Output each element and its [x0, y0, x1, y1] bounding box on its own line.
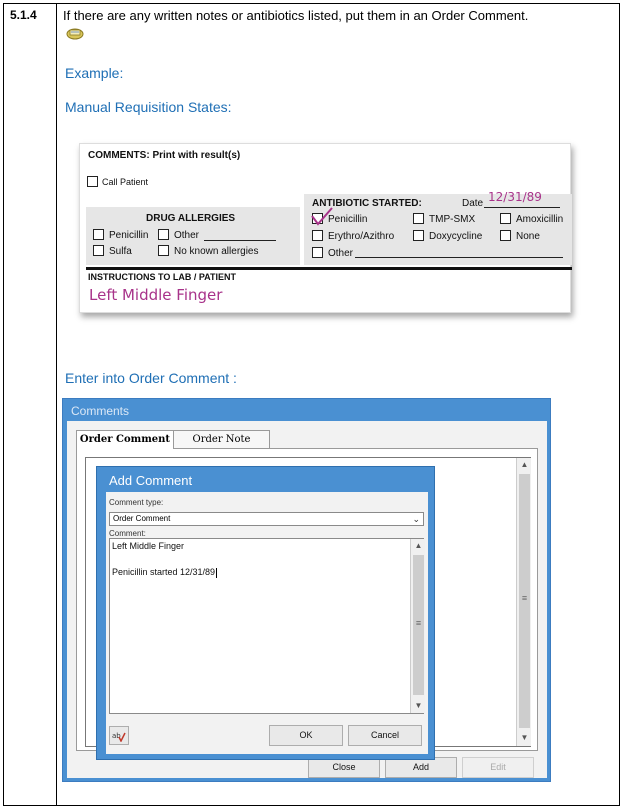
comment-scrollbar[interactable] [410, 539, 425, 713]
comment-line-1: Left Middle Finger [112, 541, 185, 551]
comment-scroll-down-icon[interactable]: ▼ [414, 701, 423, 710]
scroll-grip-icon: ≡ [521, 593, 528, 603]
list-scrollbar[interactable] [516, 458, 531, 746]
step-instruction: If there are any written notes or antibiotics listed, put them in an Order Comment. [63, 8, 529, 23]
add-button[interactable]: Add [385, 757, 457, 778]
comment-type-value: Order Comment [113, 514, 171, 523]
scroll-up-arrow-icon[interactable]: ▲ [520, 460, 529, 469]
section-divider [86, 267, 572, 270]
erythro-checkbox [312, 230, 323, 241]
call-patient-label: Call Patient [102, 177, 149, 187]
abx-penicillin-label: Penicillin [328, 214, 368, 225]
requisition-form-image [79, 143, 571, 313]
doxycycline-checkbox [413, 230, 424, 241]
comments-header: COMMENTS: Print with result(s) [88, 150, 241, 161]
comment-grip-icon: ≡ [415, 618, 422, 628]
amoxicillin-checkbox [500, 213, 511, 224]
chevron-down-icon: ⌄ [412, 514, 420, 524]
sulfa-label: Sulfa [109, 246, 132, 257]
add-comment-dialog [96, 466, 435, 760]
spellcheck-icon [112, 730, 126, 742]
instructions-header: INSTRUCTIONS TO LAB / PATIENT [88, 272, 236, 282]
manual-requisition-label: Manual Requisition States: [65, 99, 232, 115]
tab-order-note[interactable]: Order Note [173, 430, 270, 448]
ok-button[interactable]: OK [269, 725, 343, 746]
tmp-smx-label: TMP-SMX [429, 214, 476, 225]
penicillin-allergy-label: Penicillin [109, 230, 149, 241]
no-known-allergies-label: No known allergies [174, 246, 259, 257]
edit-button[interactable]: Edit [462, 757, 534, 778]
date-handwritten: 12/31/89 [488, 190, 542, 204]
comment-type-select[interactable] [109, 512, 424, 526]
sulfa-checkbox [93, 245, 104, 256]
penicillin-allergy-checkbox [93, 229, 104, 240]
comment-scroll-up-icon[interactable]: ▲ [414, 541, 423, 550]
no-known-allergies-checkbox [158, 245, 169, 256]
drug-allergies-header: DRUG ALLERGIES [146, 213, 236, 224]
erythro-label: Erythro/Azithro [328, 231, 395, 242]
comment-textarea[interactable] [109, 538, 424, 714]
doxycycline-label: Doxycycline [429, 231, 483, 242]
add-comment-title: Add Comment [109, 473, 193, 488]
abx-other-label: Other [328, 248, 354, 259]
other-allergy-label: Other [174, 230, 200, 241]
none-checkbox [500, 230, 511, 241]
comment-label: Comment: [109, 529, 146, 538]
instructions-handwritten: Left Middle Finger [89, 286, 223, 304]
text-caret [216, 568, 217, 578]
example-label: Example: [65, 65, 124, 81]
date-label: Date [462, 198, 484, 209]
close-button[interactable]: Close [308, 757, 380, 778]
note-icon [66, 26, 84, 40]
other-allergy-line [204, 240, 276, 241]
add-comment-body [106, 492, 428, 754]
spellcheck-button[interactable] [109, 726, 129, 745]
antibiotic-started-header: ANTIBIOTIC STARTED: [312, 198, 422, 209]
abx-other-line [355, 257, 563, 258]
other-allergy-checkbox [158, 229, 169, 240]
call-patient-checkbox [87, 176, 98, 187]
cancel-button[interactable]: Cancel [348, 725, 422, 746]
amoxicillin-label: Amoxicillin [516, 214, 564, 225]
comment-type-label: Comment type: [109, 498, 164, 507]
comment-line-3: Penicillin started 12/31/89 [112, 567, 216, 577]
comments-window-title: Comments [71, 404, 130, 418]
abx-other-checkbox [312, 247, 323, 258]
tmp-smx-checkbox [413, 213, 424, 224]
step-number-cell [4, 4, 57, 805]
enter-into-label: Enter into Order Comment : [65, 370, 237, 386]
scroll-down-arrow-icon[interactable]: ▼ [520, 733, 529, 742]
svg-text:ab: ab [112, 732, 121, 740]
date-line [484, 207, 560, 208]
none-label: None [516, 231, 540, 242]
tab-order-comment[interactable]: Order Comment [76, 430, 174, 449]
step-number: 5.1.4 [10, 8, 37, 22]
